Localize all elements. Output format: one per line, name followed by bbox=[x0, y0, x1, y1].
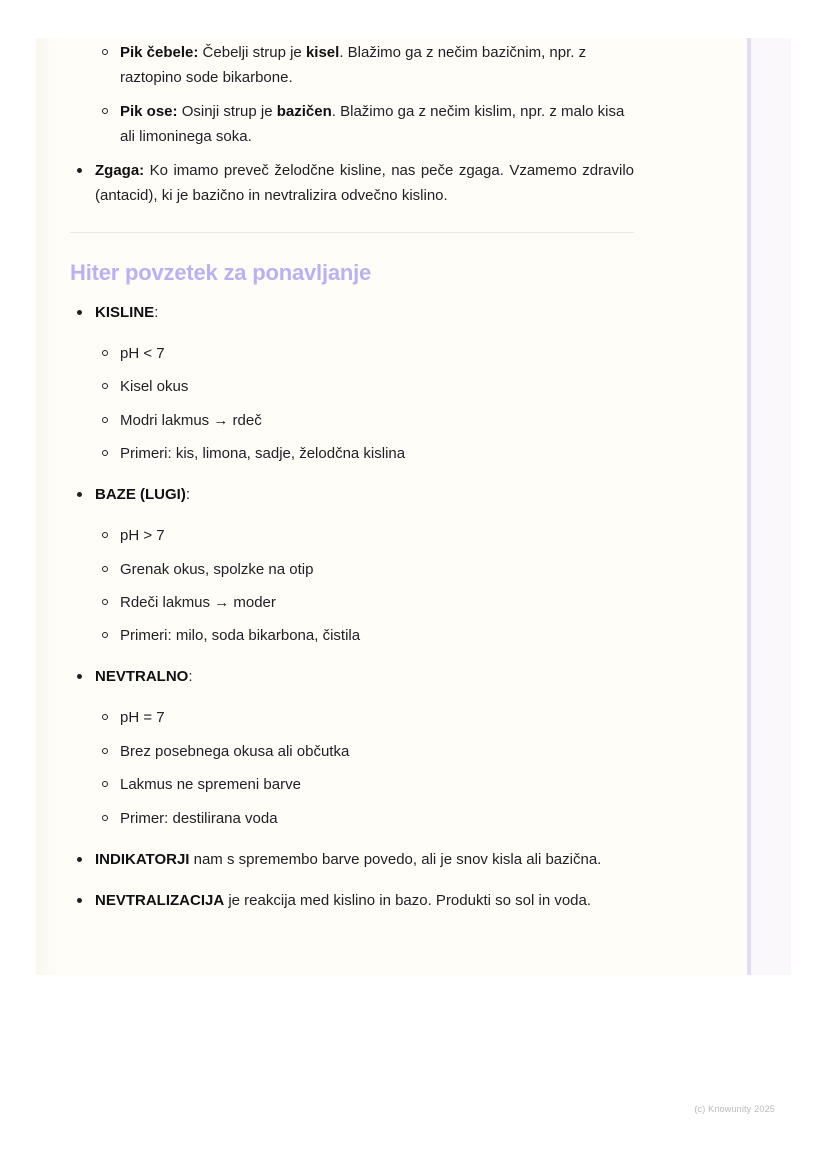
colon: : bbox=[185, 486, 190, 504]
item-label: Pik ose: bbox=[120, 103, 178, 120]
list-item: Primeri: milo, soda bikarbona, čistila bbox=[95, 623, 634, 648]
item-text: Čebelji strup je bbox=[198, 44, 306, 61]
statement-text: je reakcija med kislino in bazo. Produkti so sol in voda. bbox=[224, 891, 592, 909]
bases-properties-list bbox=[95, 523, 634, 648]
item-emphasis: kisel bbox=[305, 44, 340, 61]
list-item: Rdeči lakmus → moder bbox=[95, 590, 634, 615]
list-item-heartburn bbox=[70, 158, 634, 208]
summary-group-neutral bbox=[70, 664, 634, 830]
document-content bbox=[70, 38, 634, 929]
list-item: Primer: destilirana voda bbox=[95, 806, 634, 831]
section-heading: Hiter povzetek za ponavljanje bbox=[70, 260, 372, 285]
item-label: Zgaga: bbox=[95, 162, 145, 179]
list-item: Lakmus ne spremeni barve bbox=[95, 772, 634, 797]
list-item: pH < 7 bbox=[95, 341, 634, 366]
statement-keyword: NEVTRALIZACIJA bbox=[95, 891, 225, 909]
item-emphasis: bazičen bbox=[276, 103, 332, 120]
list-item: Brez posebnega okusa ali občutka bbox=[95, 739, 634, 764]
list-item: pH > 7 bbox=[95, 523, 634, 548]
item-text: Osinji strup je bbox=[177, 103, 277, 120]
neutral-properties-list bbox=[95, 705, 634, 830]
item-label: Pik čebele: bbox=[120, 44, 199, 61]
colon: : bbox=[154, 304, 159, 321]
list-item: Modri lakmus → rdeč bbox=[95, 408, 634, 433]
colon: : bbox=[188, 668, 193, 686]
item-text: Ko imamo preveč želodčne kisline, nas peče zgaga. Vzamemo zdravilo (antacid), ki je bazično in nevtralizira odvečno kislino. bbox=[95, 162, 634, 204]
statement-keyword: INDIKATORJI bbox=[95, 850, 190, 868]
side-panel bbox=[751, 38, 791, 975]
copyright-footer: (c) Knowunity 2025 bbox=[694, 1104, 775, 1114]
summary-list bbox=[70, 300, 634, 913]
list-item-bee-sting bbox=[95, 40, 634, 90]
item-text: . Blažimo ga z nečim kislim, npr. z malo kisa ali limoninega soka. bbox=[120, 103, 625, 145]
section-divider bbox=[70, 232, 634, 233]
list-item: Grenak okus, spolzke na otip bbox=[95, 557, 634, 582]
list-item: Kisel okus bbox=[95, 374, 634, 399]
group-title: NEVTRALNO bbox=[95, 668, 189, 686]
summary-group-acids bbox=[70, 300, 634, 466]
item-text: . Blažimo ga z nečim bazičnim, npr. z raztopino sode bikarbone. bbox=[120, 44, 587, 86]
summary-statement-neutralization bbox=[70, 888, 634, 913]
list-item: pH = 7 bbox=[95, 705, 634, 730]
list-item: Primeri: kis, limona, sadje, želodčna kislina bbox=[95, 441, 634, 466]
summary-statement-indicators bbox=[70, 847, 634, 872]
heartburn-list bbox=[70, 158, 634, 208]
group-title: KISLINE bbox=[95, 304, 155, 321]
summary-group-bases bbox=[70, 482, 634, 648]
list-item-wasp-sting bbox=[95, 99, 634, 149]
acids-properties-list bbox=[95, 341, 634, 466]
group-title: BAZE (LUGI) bbox=[95, 486, 186, 504]
sting-remedies-list bbox=[95, 38, 634, 149]
statement-text: nam s spremembo barve povedo, ali je snov kisla ali bazična. bbox=[189, 850, 602, 868]
